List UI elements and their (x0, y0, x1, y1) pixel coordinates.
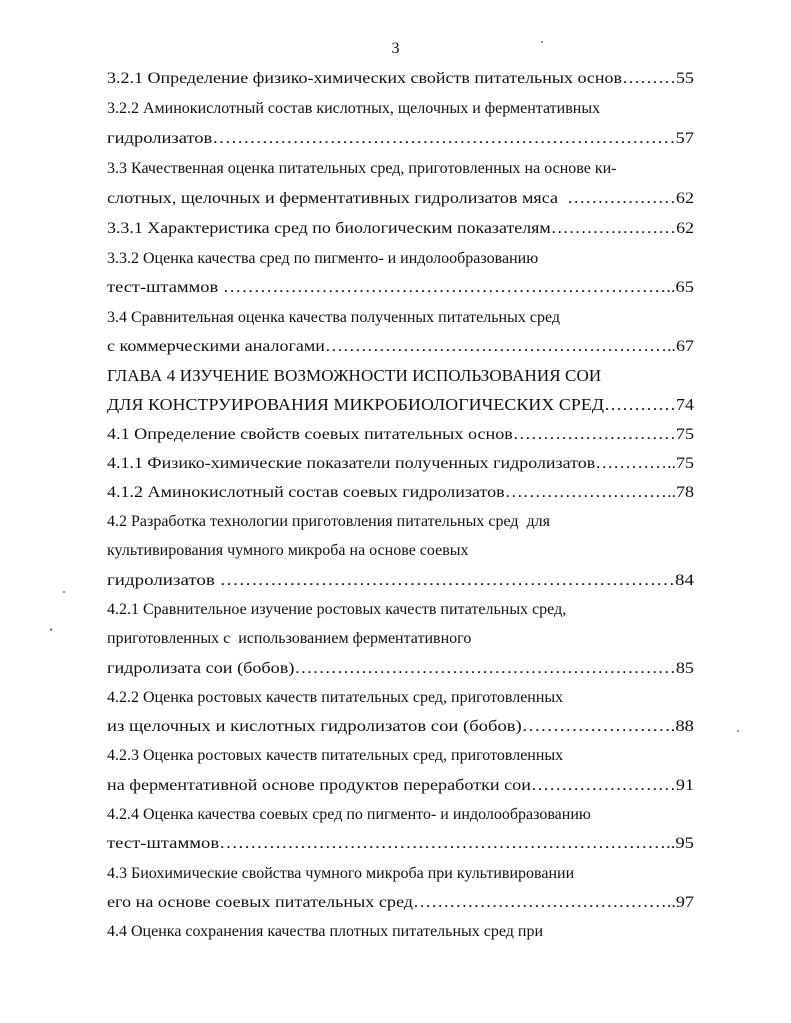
toc-line: 4.2.2 Оценка ростовых качеств питательных сред, приготовленных (107, 689, 564, 706)
toc-line: ДЛЯ КОНСТРУИРОВАНИЯ МИКРОБИОЛОГИЧЕСКИХ СРЕД…………74 (107, 395, 695, 414)
toc-line: 3.3 Качественная оценка питательных сред, приготовленных на основе ки- (107, 160, 617, 177)
toc-line: 4.4 Оценка сохранения качества плотных питательных сред при (107, 923, 544, 940)
toc-line: тест-штаммов………………………………………………………………..95 (107, 835, 694, 852)
toc-line: на ферментативной основе продуктов переработки сои……………………91 (107, 777, 695, 794)
toc-line: 3.3.1 Характеристика сред по биологическим показателям…………………62 (107, 220, 695, 237)
scan-speck (50, 628, 52, 631)
toc-line: из щелочных и кислотных гидролизатов сои (бобов)…………………….88 (107, 718, 694, 735)
toc-line: гидролизатов ………………………………………………………………84 (107, 572, 695, 589)
toc-line: ГЛАВА 4 ИЗУЧЕНИЕ ВОЗМОЖНОСТИ ИСПОЛЬЗОВАНИЯ СОИ (107, 366, 602, 385)
page-number: 3 (391, 40, 400, 57)
toc-line: 3.3.2 Оценка качества сред по пигменто- и индолообразованию (107, 250, 539, 267)
toc-line: культивирования чумного микроба на основе соевых (107, 542, 469, 559)
toc-line: 4.1 Определение свойств соевых питательных основ………………………75 (107, 426, 695, 443)
toc-line: 4.2.4 Оценка качества соевых сред по пигменто- и индолообразованию (107, 806, 591, 823)
toc-line: 3.2.1 Определение физико-химических свойств питательных основ………55 (107, 70, 695, 87)
toc-line: тест-штаммов ………………………………………………………………..65 (107, 279, 695, 296)
scan-speck (63, 591, 65, 593)
scan-speck (737, 730, 739, 732)
toc-line: гидролизата сои (бобов)………………………………………………………85 (107, 660, 695, 677)
toc-line: слотных, щелочных и ферментативных гидролизатов мяса ………………62 (107, 190, 695, 207)
toc-line: его на основе соевых питательных сред……………………………………..97 (107, 894, 694, 911)
toc-line: гидролизатов…………………………………………………………………57 (107, 130, 695, 147)
scan-speck (541, 41, 543, 43)
toc-line: 4.1.2 Аминокислотный состав соевых гидролизатов………………………..78 (107, 484, 694, 501)
toc-line: 4.3 Биохимические свойства чумного микроба при культивировании (107, 865, 575, 882)
toc-line: 3.2.2 Аминокислотный состав кислотных, щелочных и ферментативных (107, 100, 601, 117)
toc-line: 4.2.3 Оценка ростовых качеств питательных сред, приготовленных (107, 747, 564, 764)
toc-line: 4.2.1 Сравнительное изучение ростовых качеств питательных сред, (107, 601, 567, 618)
toc-line: приготовленных с использованием ферментативного (107, 630, 472, 647)
toc-line: с коммерческими аналогами…………………………………………………..67 (107, 338, 694, 355)
toc-line: 4.1.1 Физико-химические показатели полученных гидролизатов…………..75 (107, 455, 695, 472)
toc-line: 4.2 Разработка технологии приготовления питательных сред для (107, 513, 550, 530)
toc-line: 3.4 Сравнительная оценка качества полученных питательных сред (107, 309, 560, 326)
